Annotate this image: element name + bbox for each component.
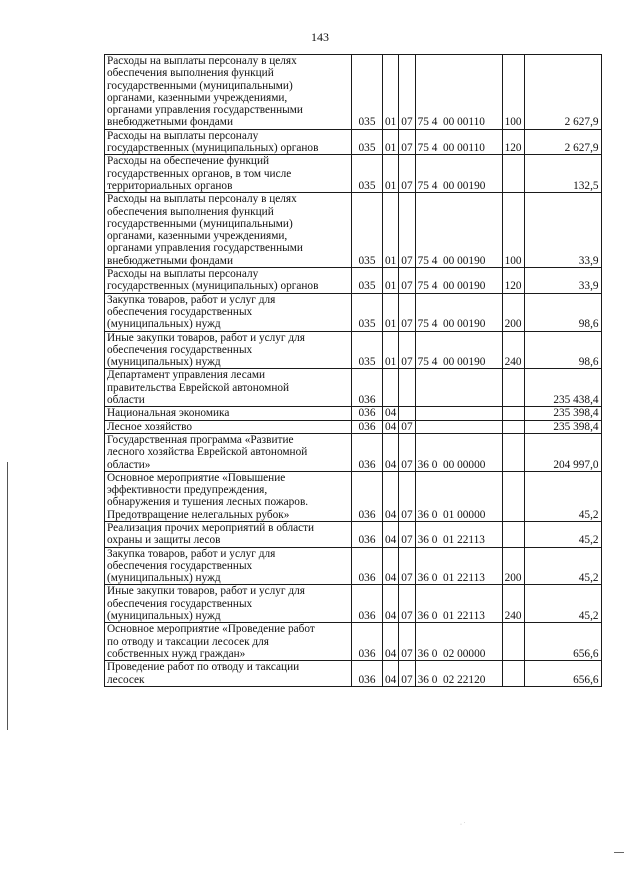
cell-subsection: 07 xyxy=(399,55,415,130)
cell-name-line: Расходы на обеспечение функций xyxy=(107,155,270,168)
cell-name xyxy=(105,661,352,687)
table-row xyxy=(105,331,602,369)
cell-name-line: (муниципальных) нужд xyxy=(107,318,221,331)
cell-subsection: 07 xyxy=(399,155,415,193)
cell-subsection: 07 xyxy=(399,585,415,623)
cell-target-item xyxy=(415,407,502,420)
cell-expense-type xyxy=(502,433,524,471)
cell-target-item: 75 4 00 00190 xyxy=(415,193,502,268)
table-row xyxy=(105,268,602,294)
cell-amount: 656,6 xyxy=(524,661,601,687)
cell-name-line: обеспечения выполнения функций xyxy=(107,67,274,80)
table-row xyxy=(105,547,602,585)
budget-table xyxy=(104,54,602,687)
cell-name xyxy=(105,193,352,268)
cell-name-line: внебюджетными фондами xyxy=(107,254,233,267)
table-row xyxy=(105,155,602,193)
table-row xyxy=(105,623,602,661)
cell-amount: 2 627,9 xyxy=(524,55,601,130)
cell-subsection: 07 xyxy=(399,331,415,369)
cell-section: 04 xyxy=(383,420,399,433)
cell-expense-type xyxy=(502,155,524,193)
cell-name xyxy=(105,585,352,623)
table-row xyxy=(105,407,602,420)
cell-section: 04 xyxy=(383,521,399,547)
cell-section: 04 xyxy=(383,585,399,623)
cell-target-item xyxy=(415,369,502,407)
cell-target-item: 36 0 02 00000 xyxy=(415,623,502,661)
cell-expense-type: 240 xyxy=(502,331,524,369)
cell-name xyxy=(105,407,352,420)
cell-subsection: 07 xyxy=(399,420,415,433)
cell-name-line: обеспечения государственных xyxy=(107,343,253,356)
cell-section: 01 xyxy=(383,155,399,193)
cell-amount: 45,2 xyxy=(524,547,601,585)
cell-subsection: 07 xyxy=(399,521,415,547)
cell-target-item: 75 4 00 00190 xyxy=(415,268,502,294)
cell-admin-code: 035 xyxy=(352,155,383,193)
cell-admin-code: 036 xyxy=(352,369,383,407)
cell-name-line: Предотвращение нелегальных рубок» xyxy=(107,508,290,521)
cell-amount: 204 997,0 xyxy=(524,433,601,471)
cell-amount: 2 627,9 xyxy=(524,129,601,155)
cell-target-item: 36 0 00 00000 xyxy=(415,433,502,471)
cell-name-line: обеспечения выполнения функций xyxy=(107,205,274,218)
cell-name-line: Основное мероприятие «Проведение работ xyxy=(107,623,315,636)
cell-name xyxy=(105,129,352,155)
table-row xyxy=(105,661,602,687)
table-row xyxy=(105,193,602,268)
cell-admin-code: 036 xyxy=(352,433,383,471)
cell-name-line: органами, казенными учреждениями, xyxy=(107,230,288,243)
cell-name xyxy=(105,331,352,369)
cell-amount: 33,9 xyxy=(524,268,601,294)
cell-section: 01 xyxy=(383,268,399,294)
cell-expense-type: 240 xyxy=(502,585,524,623)
page-number: 143 xyxy=(311,30,329,44)
cell-name xyxy=(105,547,352,585)
cell-subsection: 07 xyxy=(399,193,415,268)
cell-subsection: 07 xyxy=(399,293,415,331)
cell-name-line: государственных органов, в том числе xyxy=(107,167,292,180)
cell-name-line: (муниципальных) нужд xyxy=(107,572,221,585)
cell-name xyxy=(105,369,352,407)
cell-section: 04 xyxy=(383,547,399,585)
table-row xyxy=(105,129,602,155)
cell-name-line: обеспечения государственных xyxy=(107,305,253,318)
cell-target-item: 36 0 01 22113 xyxy=(415,585,502,623)
cell-name-line: Основное мероприятие «Повышение xyxy=(107,471,286,484)
cell-name-line: Национальная экономика xyxy=(107,407,230,420)
cell-section: 01 xyxy=(383,331,399,369)
cell-name-line: Государственная программа «Развитие xyxy=(107,433,294,446)
cell-amount: 132,5 xyxy=(524,155,601,193)
cell-section: 01 xyxy=(383,193,399,268)
cell-admin-code: 035 xyxy=(352,193,383,268)
cell-expense-type xyxy=(502,407,524,420)
cell-admin-code: 036 xyxy=(352,471,383,521)
cell-section: 04 xyxy=(383,433,399,471)
cell-name-line: области xyxy=(107,394,145,407)
cell-section: 01 xyxy=(383,55,399,130)
cell-target-item: 36 0 01 22113 xyxy=(415,547,502,585)
cell-target-item: 36 0 01 00000 xyxy=(415,471,502,521)
cell-name-line: по отводу и таксации лесосек для xyxy=(107,635,269,648)
cell-name-line: правительства Еврейской автономной xyxy=(107,381,290,394)
cell-name-line: обеспечения государственных xyxy=(107,597,253,610)
cell-name xyxy=(105,471,352,521)
cell-name-line: обеспечения государственных xyxy=(107,559,253,572)
cell-admin-code: 036 xyxy=(352,407,383,420)
cell-section: 01 xyxy=(383,129,399,155)
cell-amount: 98,6 xyxy=(524,293,601,331)
cell-name-line: (муниципальных) нужд xyxy=(107,356,221,369)
cell-name xyxy=(105,420,352,433)
cell-target-item: 36 0 01 22113 xyxy=(415,521,502,547)
cell-name-line: Расходы на выплаты персоналу в целях xyxy=(107,55,297,67)
cell-expense-type xyxy=(502,471,524,521)
cell-expense-type: 120 xyxy=(502,129,524,155)
cell-amount: 235 398,4 xyxy=(524,407,601,420)
cell-amount: 45,2 xyxy=(524,471,601,521)
cell-expense-type xyxy=(502,521,524,547)
cell-expense-type xyxy=(502,420,524,433)
cell-name-line: Проведение работ по отводу и таксации xyxy=(107,661,300,674)
scan-specks: · ˙ xyxy=(460,822,466,828)
budget-table-body xyxy=(105,55,602,687)
cell-target-item: 36 0 02 22120 xyxy=(415,661,502,687)
cell-subsection: 07 xyxy=(399,623,415,661)
cell-name-line: органами управления государственными xyxy=(107,242,303,255)
cell-expense-type: 100 xyxy=(502,55,524,130)
cell-subsection xyxy=(399,369,415,407)
cell-amount: 45,2 xyxy=(524,521,601,547)
cell-name-line: Расходы на выплаты персоналу xyxy=(107,129,259,142)
table-row xyxy=(105,55,602,130)
cell-section: 04 xyxy=(383,623,399,661)
cell-name-line: органами, казенными учреждениями, xyxy=(107,91,288,104)
cell-target-item: 75 4 00 00110 xyxy=(415,55,502,130)
cell-name-line: территориальных органов xyxy=(107,179,233,192)
cell-section: 04 xyxy=(383,407,399,420)
cell-name xyxy=(105,521,352,547)
cell-subsection: 07 xyxy=(399,471,415,521)
cell-admin-code: 035 xyxy=(352,331,383,369)
table-row xyxy=(105,521,602,547)
cell-section: 01 xyxy=(383,293,399,331)
cell-subsection: 07 xyxy=(399,661,415,687)
cell-name xyxy=(105,268,352,294)
cell-name-line: государственных (муниципальных) органов xyxy=(107,280,319,293)
cell-name-line: лесосек xyxy=(107,673,145,686)
cell-expense-type xyxy=(502,661,524,687)
cell-name xyxy=(105,55,352,130)
cell-expense-type: 120 xyxy=(502,268,524,294)
cell-amount: 235 438,4 xyxy=(524,369,601,407)
cell-subsection: 07 xyxy=(399,129,415,155)
cell-amount: 98,6 xyxy=(524,331,601,369)
cell-name-line: Реализация прочих мероприятий в области xyxy=(107,521,315,534)
cell-name-line: Департамент управления лесами xyxy=(107,369,266,382)
cell-expense-type xyxy=(502,623,524,661)
cell-amount: 45,2 xyxy=(524,585,601,623)
cell-name-line: Закупка товаров, работ и услуг для xyxy=(107,547,276,560)
cell-name-line: собственных нужд граждан» xyxy=(107,647,246,660)
cell-name-line: эффективности предупреждения, xyxy=(107,484,268,497)
cell-name xyxy=(105,433,352,471)
cell-admin-code: 035 xyxy=(352,129,383,155)
cell-subsection: 07 xyxy=(399,547,415,585)
cell-name-line: органами управления государственными xyxy=(107,104,303,117)
cell-name-line: Иные закупки товаров, работ и услуг для xyxy=(107,585,305,598)
margin-mark xyxy=(614,852,624,853)
cell-target-item: 75 4 00 00190 xyxy=(415,155,502,193)
cell-amount: 33,9 xyxy=(524,193,601,268)
cell-name-line: Закупка товаров, работ и услуг для xyxy=(107,293,276,306)
table-row xyxy=(105,420,602,433)
cell-expense-type xyxy=(502,369,524,407)
cell-target-item xyxy=(415,420,502,433)
cell-expense-type: 200 xyxy=(502,293,524,331)
cell-admin-code: 035 xyxy=(352,293,383,331)
cell-subsection xyxy=(399,407,415,420)
cell-admin-code: 036 xyxy=(352,661,383,687)
cell-admin-code: 036 xyxy=(352,585,383,623)
cell-name-line: (муниципальных) нужд xyxy=(107,610,221,623)
table-row xyxy=(105,369,602,407)
cell-name xyxy=(105,623,352,661)
cell-admin-code: 035 xyxy=(352,268,383,294)
table-row xyxy=(105,433,602,471)
cell-admin-code: 036 xyxy=(352,623,383,661)
cell-name-line: Лесное хозяйство xyxy=(107,420,192,433)
cell-name-line: области» xyxy=(107,458,151,471)
cell-name xyxy=(105,155,352,193)
margin-rule xyxy=(7,462,8,730)
cell-target-item: 75 4 00 00190 xyxy=(415,331,502,369)
cell-name-line: Расходы на выплаты персоналу в целях xyxy=(107,193,297,206)
cell-section: 04 xyxy=(383,661,399,687)
cell-amount: 235 398,4 xyxy=(524,420,601,433)
cell-admin-code: 036 xyxy=(352,521,383,547)
cell-subsection: 07 xyxy=(399,433,415,471)
cell-amount: 656,6 xyxy=(524,623,601,661)
cell-admin-code: 036 xyxy=(352,420,383,433)
cell-name-line: Расходы на выплаты персоналу xyxy=(107,268,259,281)
cell-name xyxy=(105,293,352,331)
cell-name-line: лесного хозяйства Еврейской автономной xyxy=(107,446,308,459)
table-row xyxy=(105,293,602,331)
cell-name-line: государственных (муниципальных) органов xyxy=(107,142,319,155)
cell-name-line: государственными (муниципальными) xyxy=(107,217,293,230)
cell-expense-type: 100 xyxy=(502,193,524,268)
table-row xyxy=(105,471,602,521)
cell-section: 04 xyxy=(383,471,399,521)
cell-section xyxy=(383,369,399,407)
cell-expense-type: 200 xyxy=(502,547,524,585)
cell-target-item: 75 4 00 00110 xyxy=(415,129,502,155)
cell-admin-code: 036 xyxy=(352,547,383,585)
cell-name-line: обнаружения и тушения лесных пожаров. xyxy=(107,496,309,509)
cell-name-line: Иные закупки товаров, работ и услуг для xyxy=(107,331,305,344)
cell-name-line: внебюджетными фондами xyxy=(107,116,233,129)
cell-name-line: государственными (муниципальными) xyxy=(107,79,293,92)
cell-target-item: 75 4 00 00190 xyxy=(415,293,502,331)
cell-admin-code: 035 xyxy=(352,55,383,130)
cell-name-line: охраны и защиты лесов xyxy=(107,534,221,547)
cell-subsection: 07 xyxy=(399,268,415,294)
table-row xyxy=(105,585,602,623)
